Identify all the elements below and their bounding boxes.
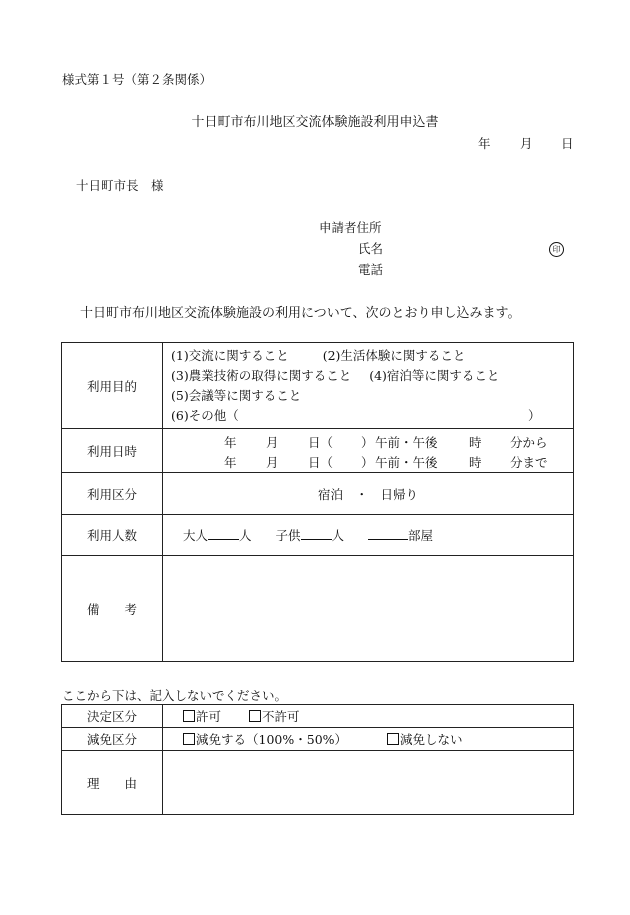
office-note: ここから下は、記入しないでください。 (62, 688, 288, 703)
child-label: 子供 (275, 528, 301, 543)
start-day: 日（ (308, 434, 334, 450)
permit-checkbox[interactable] (183, 710, 195, 722)
seal-mark (549, 240, 564, 257)
exemption-field (163, 728, 574, 751)
decision-label: 決定区分 (62, 705, 163, 728)
start-year: 年 (224, 434, 237, 450)
intro-text: 十日町市布川地区交流体験施設の利用について、次のとおり申し込みます。 (80, 306, 521, 321)
exempt-label: 減免する（100%・50%） (196, 732, 348, 747)
remarks-label: 備 考 (62, 556, 163, 662)
applicant-name-label: 氏名 (358, 241, 384, 256)
applicant-phone-label: 電話 (358, 262, 384, 277)
purpose-opt4[interactable]: (4)宿泊等に関すること (369, 367, 500, 383)
end-to: 分まで (510, 454, 548, 470)
exemption-label: 減免区分 (62, 728, 163, 751)
datetime-field[interactable] (163, 429, 574, 473)
purpose-opt6-close: ） (528, 407, 541, 423)
remarks-field[interactable] (163, 556, 574, 662)
end-day: 日（ (308, 454, 334, 470)
form-number: 様式第１号（第２条関係） (62, 72, 213, 87)
decision-field (163, 705, 574, 728)
people-label: 利用人数 (62, 515, 163, 556)
seal-icon: 印 (549, 242, 564, 257)
addressee: 十日町市長 様 (76, 178, 164, 193)
adult-unit: 人 (239, 528, 252, 543)
date-month: 月 (520, 136, 533, 151)
end-month: 月 (266, 454, 279, 470)
people-field[interactable] (163, 515, 574, 556)
date-day: 日 (561, 136, 574, 151)
end-ampm[interactable]: 午前・午後 (375, 454, 438, 470)
start-ampm[interactable]: 午前・午後 (375, 434, 438, 450)
datetime-label: 利用日時 (62, 429, 163, 473)
start-paren-close: ） (361, 434, 374, 450)
page-title: 十日町市布川地区交流体験施設利用申込書 (191, 115, 439, 130)
no-exempt-label: 減免しない (400, 732, 463, 747)
reason-label: 理 由 (62, 751, 163, 815)
deny-label: 不許可 (262, 709, 300, 724)
start-from: 分から (510, 434, 548, 450)
purpose-opt2[interactable]: (2)生活体験に関すること (322, 347, 466, 363)
date-year: 年 (478, 136, 491, 151)
permit-label: 許可 (196, 709, 222, 724)
category-options[interactable]: 宿泊 ・ 日帰り (163, 473, 574, 515)
deny-checkbox[interactable] (249, 710, 261, 722)
purpose-opt5[interactable]: (5)会議等に関すること (171, 387, 302, 403)
rooms-unit: 部屋 (408, 528, 434, 543)
child-count-input[interactable] (301, 527, 332, 540)
category-label: 利用区分 (62, 473, 163, 515)
adult-label: 大人 (183, 528, 209, 543)
start-hour: 時 (469, 434, 482, 450)
purpose-options[interactable] (163, 343, 574, 429)
end-hour: 時 (469, 454, 482, 470)
rooms-input[interactable] (368, 527, 408, 540)
end-paren-close: ） (361, 454, 374, 470)
no-exempt-checkbox[interactable] (387, 733, 399, 745)
reason-field[interactable] (163, 751, 574, 815)
start-month: 月 (266, 434, 279, 450)
exempt-checkbox[interactable] (183, 733, 195, 745)
child-unit: 人 (331, 528, 345, 543)
end-year: 年 (224, 454, 237, 470)
purpose-label: 利用目的 (62, 343, 163, 429)
purpose-opt6[interactable]: (6)その他（ (171, 407, 239, 423)
application-table (61, 342, 574, 662)
adult-count-input[interactable] (208, 527, 239, 540)
purpose-opt1[interactable]: (1)交流に関すること (171, 347, 289, 363)
purpose-opt3[interactable]: (3)農業技術の取得に関すること (171, 367, 352, 383)
office-use-table (61, 704, 574, 815)
applicant-address-label: 申請者住所 (319, 220, 382, 235)
